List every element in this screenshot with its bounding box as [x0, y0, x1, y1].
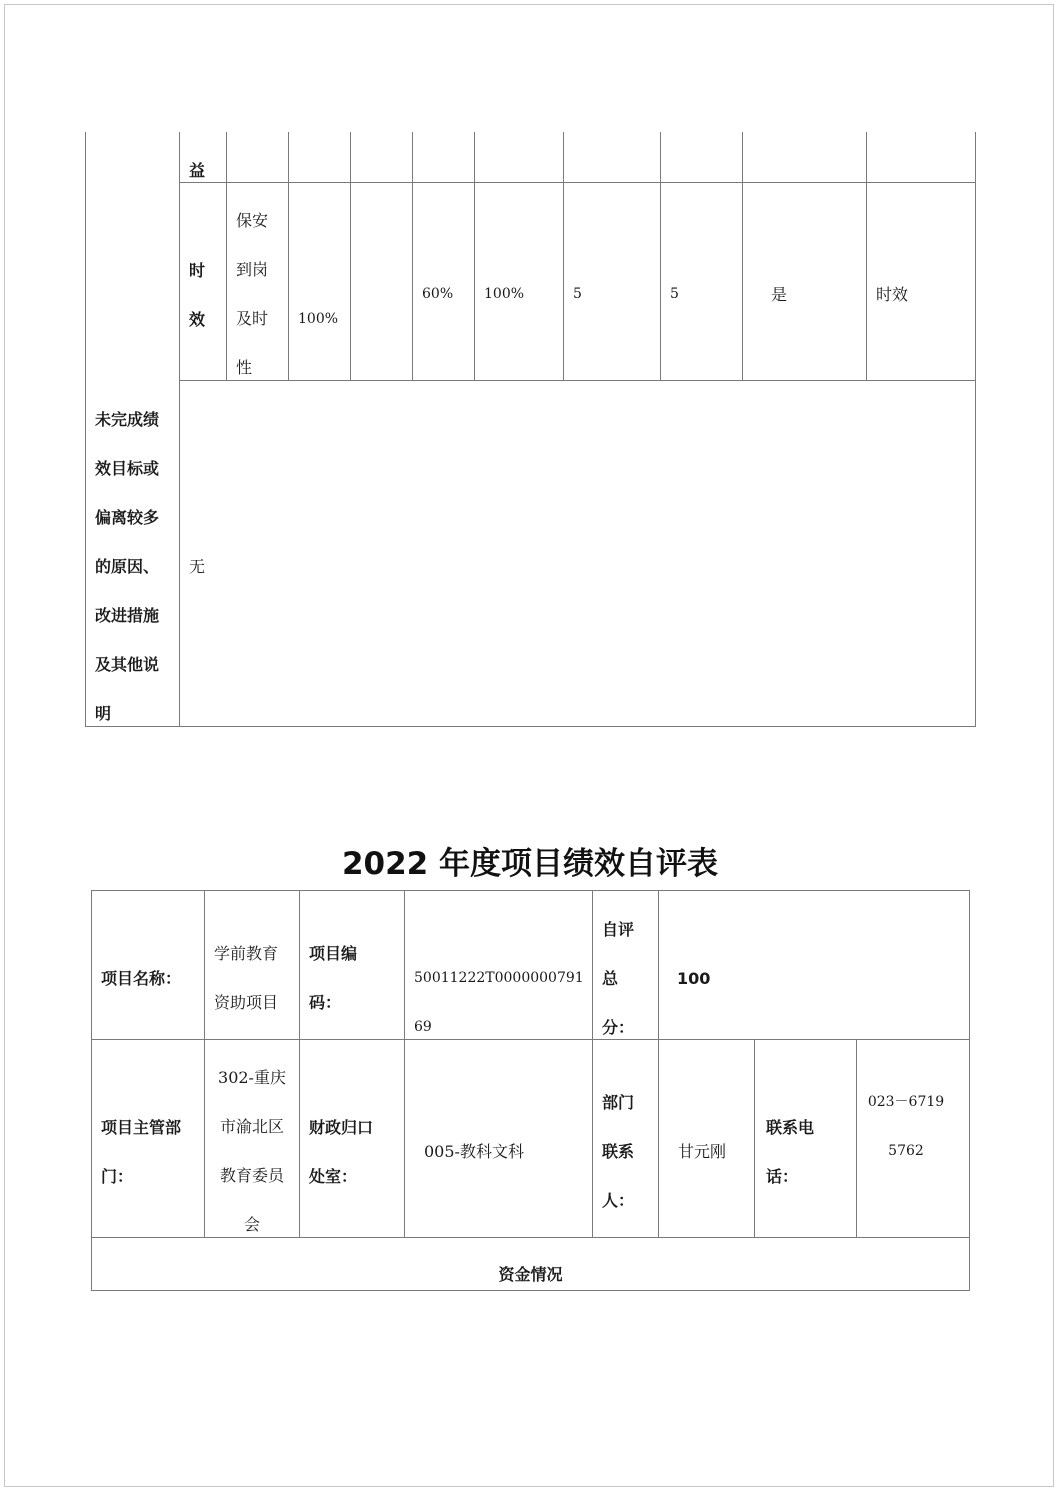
- dept-label: 项目主管部门：: [101, 1118, 182, 1186]
- table-border: [474, 132, 475, 381]
- table-border: [856, 1039, 857, 1238]
- table-border: [226, 132, 227, 381]
- table-border: [660, 132, 661, 381]
- project-code-value: 50011222T000000079169: [414, 970, 584, 1035]
- table-border: [204, 890, 205, 1238]
- table-border: [563, 132, 564, 381]
- funds-header: 资金情况: [498, 1265, 563, 1284]
- table-border: [404, 890, 405, 1238]
- page-title: 2022 年度项目绩效自评表: [341, 846, 719, 882]
- cell-col10: 时效: [876, 285, 909, 304]
- table-border: [91, 890, 92, 1291]
- category-label-timeliness: 时效: [189, 261, 206, 329]
- table-border: [742, 132, 743, 381]
- cell-col8: 5: [670, 286, 679, 302]
- table-border: [350, 132, 351, 381]
- reason-label: 未完成绩效目标或偏离较多的原因、改进措施及其他说明: [95, 410, 160, 723]
- project-name-value: 学前教育资助项目: [214, 944, 279, 1012]
- project-name-label: 项目名称：: [101, 969, 182, 988]
- table-border: [412, 132, 413, 381]
- cell-col7: 5: [573, 286, 582, 302]
- phone-value: 023－67195762: [867, 1094, 945, 1159]
- dept-value: 302-重庆市渝北区教育委员会: [218, 1068, 286, 1234]
- indicator-name: 保安到岗及时性: [236, 211, 269, 377]
- cell-col9: 是: [771, 285, 788, 304]
- table-border: [754, 1039, 755, 1238]
- cell-col6: 100%: [484, 286, 525, 302]
- target-value: 100%: [298, 311, 339, 327]
- contact-label: 部门联系人：: [602, 1093, 635, 1210]
- table-border: [179, 182, 976, 183]
- self-score-value: 100: [677, 969, 711, 988]
- table-border: [658, 890, 659, 1238]
- table-border: [592, 890, 593, 1238]
- reason-value: 无: [189, 557, 206, 576]
- finance-label: 财政归口处室：: [309, 1118, 374, 1186]
- self-score-label: 自评总分：: [602, 920, 635, 1037]
- cell-col5: 60%: [422, 286, 454, 302]
- finance-value: 005-教科文科: [424, 1142, 524, 1161]
- category-label-continued: 益: [189, 161, 206, 180]
- table-border: [288, 132, 289, 381]
- table-border: [866, 132, 867, 381]
- table-border: [91, 890, 970, 891]
- contact-value: 甘元刚: [678, 1142, 727, 1161]
- table-border: [85, 132, 86, 727]
- phone-label: 联系电话：: [766, 1118, 815, 1186]
- table-border: [85, 726, 976, 727]
- table-border: [179, 380, 976, 381]
- table-border: [299, 890, 300, 1238]
- table-border: [969, 890, 970, 1291]
- table-border: [975, 132, 976, 727]
- project-code-label: 项目编码：: [309, 944, 358, 1012]
- table-border: [179, 132, 180, 727]
